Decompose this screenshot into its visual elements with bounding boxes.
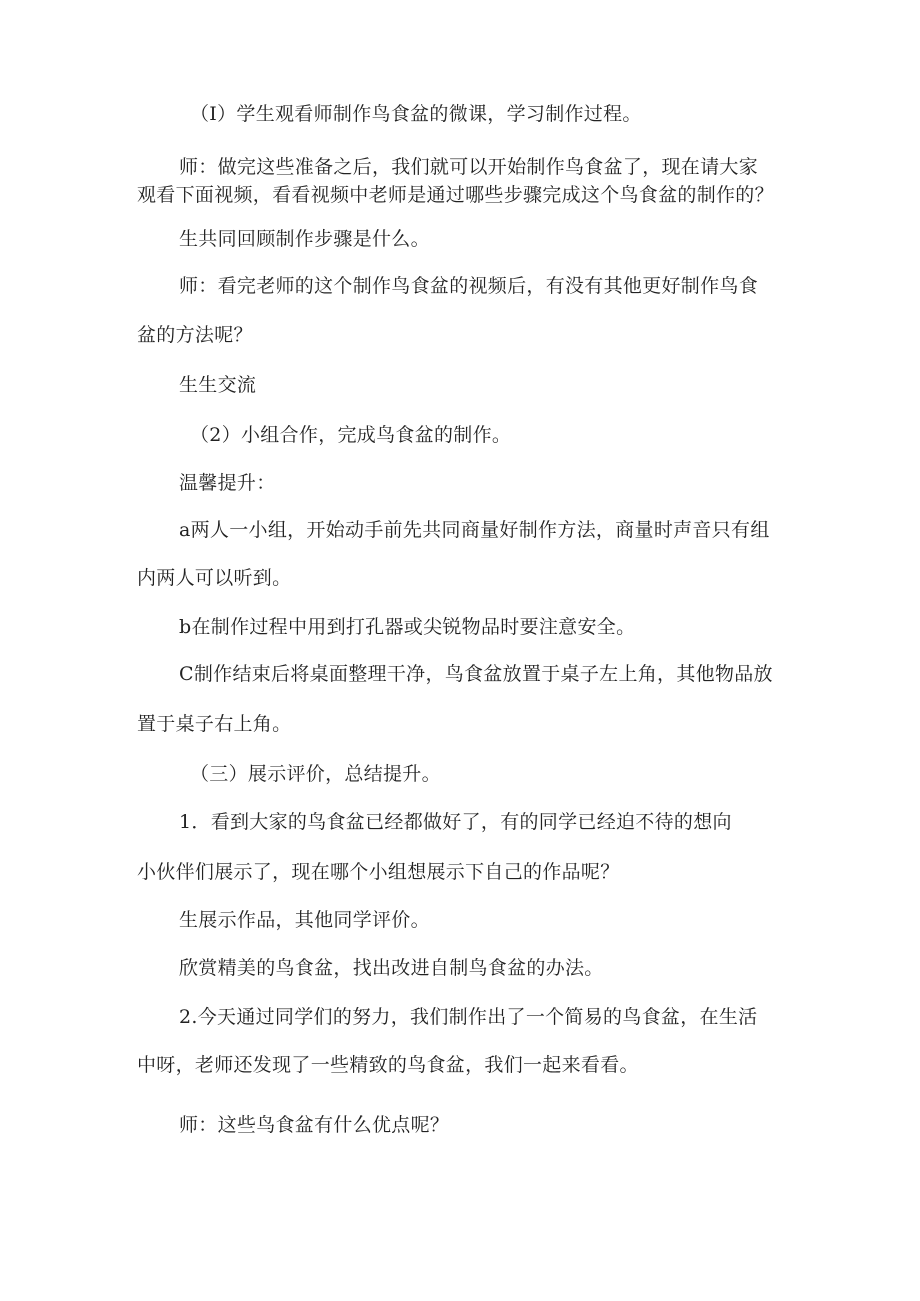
paragraph-line: 内两人可以听到。 [137, 567, 292, 589]
paragraph-line: 置于桌子右上角。 [137, 713, 292, 735]
paragraph-line: 小伙伴们展示了，现在哪个小组想展示下自己的作品呢？ [137, 861, 620, 883]
paragraph-line: 温馨提升： [179, 472, 276, 494]
paragraph-line: （三）展示评价，总结提升。 [190, 763, 441, 785]
paragraph-line: 师：看完老师的这个制作鸟食盆的视频后，有没有其他更好制作鸟食 [179, 275, 759, 297]
paragraph-line: 盆的方法呢？ [137, 324, 253, 346]
paragraph-line: a两人一小组，开始动手前先共同商量好制作方法，商量时声音只有组 [179, 519, 770, 541]
paragraph-line: 观看下面视频，看看视频中老师是通过哪些步骤完成这个鸟食盆的制作的？ [137, 184, 774, 206]
paragraph-line: 中呀，老师还发现了一些精致的鸟食盆，我们一起来看看。 [137, 1054, 639, 1076]
paragraph-line: C制作结束后将桌面整理干净，鸟食盆放置于桌子左上角，其他物品放 [179, 663, 773, 685]
paragraph-line: 1．看到大家的鸟食盆已经都做好了，有的同学已经迫不待的想向 [179, 811, 732, 833]
paragraph-line: 师：这些鸟食盆有什么优点呢？ [179, 1114, 450, 1136]
paragraph-line: 生共同回顾制作步骤是什么。 [179, 228, 430, 250]
paragraph-line: 生展示作品，其他同学评价。 [179, 909, 430, 931]
paragraph-line: 欣赏精美的鸟食盆，找出改进自制鸟食盆的办法。 [179, 957, 604, 979]
paragraph-line: 师：做完这些准备之后，我们就可以开始制作鸟食盆了，现在请大家 [179, 156, 759, 178]
paragraph-line: b在制作过程中用到打孔器或尖锐物品时要注意安全。 [179, 616, 636, 638]
paragraph-line: 生生交流 [179, 374, 257, 396]
paragraph-line: （I）学生观看师制作鸟食盆的微课，学习制作过程。 [190, 103, 642, 125]
paragraph-line: （2）小组合作，完成鸟食盆的制作。 [190, 424, 512, 446]
paragraph-line: 2.今天通过同学们的努力，我们制作出了一个简易的鸟食盆，在生活 [179, 1006, 758, 1028]
